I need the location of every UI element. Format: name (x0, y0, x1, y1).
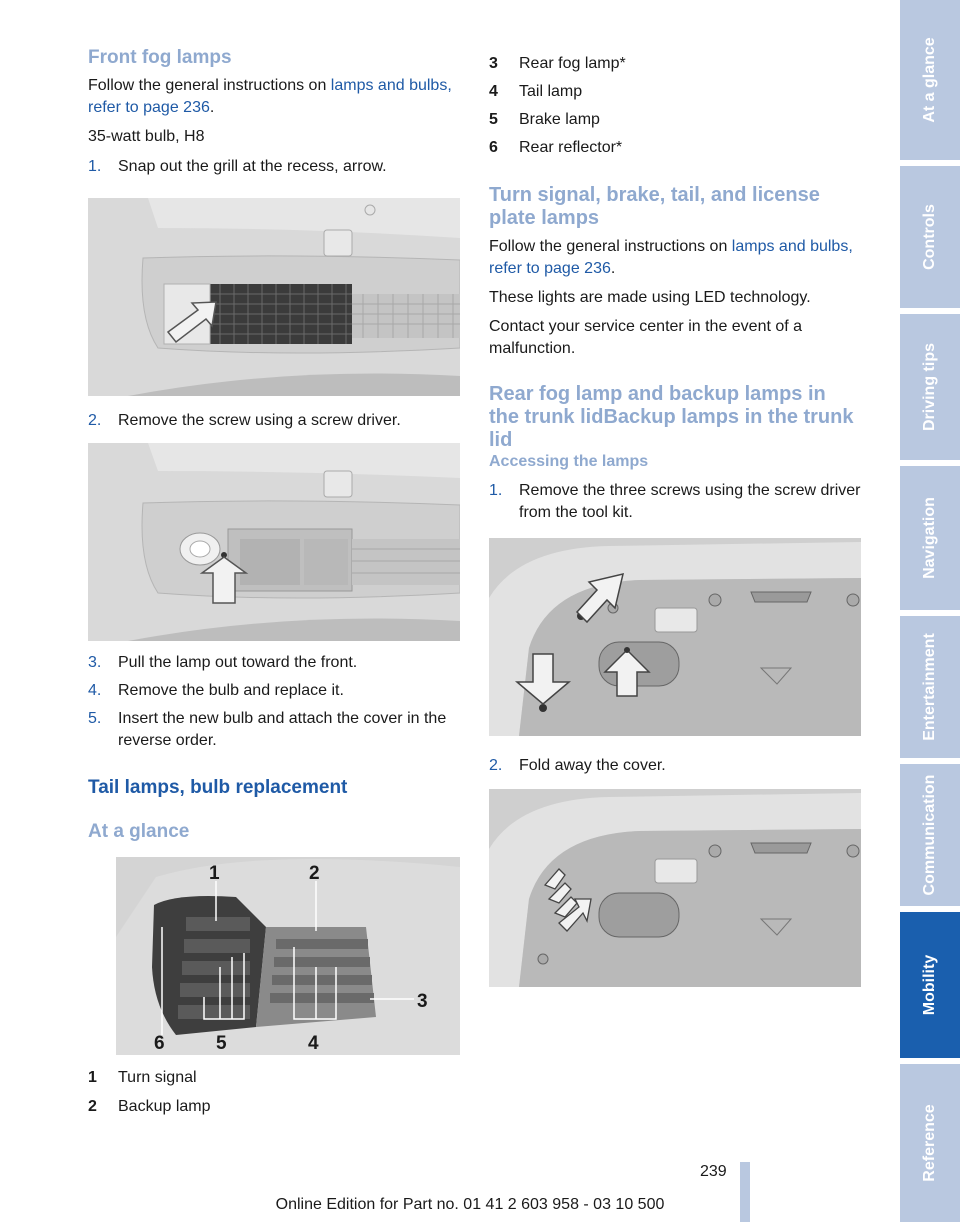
tab-label: Reference (921, 1104, 938, 1182)
legend-item-3 (489, 53, 861, 75)
at-a-glance-heading: At a glance (88, 821, 190, 842)
step-number: 5. (88, 710, 102, 727)
figure-tail-lamp-overview (116, 857, 460, 1055)
legend-text: Brake lamp (519, 111, 600, 128)
legend-item-6 (489, 137, 861, 159)
bulb-spec: 35-watt bulb, H8 (88, 128, 205, 145)
figure-trunk-screws (489, 538, 861, 736)
fold-cover-illustration (489, 789, 861, 987)
tab-driving-tips[interactable] (900, 314, 960, 460)
step-number: 4. (88, 682, 102, 699)
legend-text: Turn signal (118, 1069, 197, 1086)
legend-number: 3 (489, 55, 498, 72)
page-ref-link[interactable]: lamps and bulbs, refer to page 236 (88, 77, 452, 116)
accessing-section (489, 452, 861, 524)
contact-note: Contact your service center in the event of a malfunction. (489, 318, 803, 357)
label-5: 5 (216, 1033, 227, 1054)
step-text: Remove the three screws using the screw driver from the tool kit. (519, 482, 861, 521)
label-4: 4 (308, 1033, 319, 1054)
legend-left (88, 1067, 460, 1118)
tab-controls[interactable] (900, 166, 960, 308)
figure-fold-cover (489, 789, 861, 987)
legend-number: 5 (489, 111, 498, 128)
step-number: 2. (489, 757, 503, 774)
tab-label: Mobility (921, 954, 938, 1016)
tab-communication[interactable] (900, 764, 960, 906)
tab-label: Entertainment (921, 633, 938, 741)
step-4 (88, 680, 460, 702)
intro-end: . (610, 260, 616, 277)
chapter-tabs (900, 0, 960, 1222)
label-3: 3 (417, 991, 428, 1012)
legend-number: 6 (489, 139, 498, 156)
turn-signal-heading: Turn signal, brake, tail, and license plate lamps (489, 184, 820, 229)
step-number: 1. (88, 158, 102, 175)
tail-lamps-heading-block (88, 777, 460, 799)
turn-signal-section (489, 184, 861, 360)
trunk-screws-illustration (489, 538, 861, 736)
footer-text: Online Edition for Part no. 01 41 2 603 958 - 03 10 500 (275, 1196, 665, 1213)
tab-label: Driving tips (921, 342, 938, 432)
step-2 (88, 410, 460, 432)
legend-right (489, 53, 861, 159)
step-text: Snap out the grill at the recess, arrow. (118, 158, 387, 175)
step-text: Fold away the cover. (519, 757, 666, 774)
step-1 (88, 156, 460, 178)
rear-fog-section (489, 383, 861, 452)
figure-screw-removal (88, 443, 460, 641)
figure-grill-removal (88, 198, 460, 396)
step-number: 1. (489, 482, 503, 499)
legend-text: Rear fog lamp* (519, 55, 626, 72)
page-ref-link[interactable]: lamps and bulbs, refer to page 236 (489, 238, 853, 277)
access-step-2 (489, 755, 861, 777)
label-1: 1 (209, 863, 220, 884)
legend-item-5 (489, 109, 861, 131)
access-step-2-block (489, 755, 861, 777)
step-3 (88, 652, 460, 674)
step-text: Pull the lamp out toward the front. (118, 654, 358, 671)
page-number: 239 (700, 1163, 727, 1180)
tab-label: Communication (921, 774, 938, 896)
legend-text: Backup lamp (118, 1098, 211, 1115)
step-text: Remove the bulb and replace it. (118, 682, 344, 699)
tab-entertainment[interactable] (900, 616, 960, 758)
label-6: 6 (154, 1033, 165, 1054)
front-fog-intro (88, 75, 460, 119)
tab-mobility[interactable] (900, 912, 960, 1058)
tab-at-a-glance[interactable] (900, 0, 960, 160)
led-note: These lights are made using LED technology. (489, 289, 811, 306)
intro-text: Follow the general instructions on (489, 238, 732, 255)
grill-illustration (88, 198, 460, 396)
legend-item-4 (489, 81, 861, 103)
legend-text: Rear reflector* (519, 139, 623, 156)
legend-item-1 (88, 1067, 460, 1089)
step-text: Insert the new bulb and attach the cover in the reverse order. (118, 710, 447, 749)
step-5 (88, 708, 460, 752)
tail-lamp-illustration (116, 857, 460, 1055)
screw-illustration (88, 443, 460, 641)
intro-text: Follow the general instructions on (88, 77, 331, 94)
label-2: 2 (309, 863, 320, 884)
tab-label: Navigation (921, 497, 938, 579)
step-number: 2. (88, 412, 102, 429)
legend-text: Tail lamp (519, 83, 583, 100)
access-step-1 (489, 480, 861, 524)
intro-end: . (209, 99, 215, 116)
step-2-block (88, 410, 460, 432)
legend-number: 1 (88, 1069, 97, 1086)
tail-lamps-heading: Tail lamps, bulb replacement (88, 777, 348, 798)
tab-label: At a glance (921, 37, 938, 123)
tab-label: Controls (921, 204, 938, 270)
step-text: Remove the screw using a screw driver. (118, 412, 401, 429)
turn-signal-intro (489, 236, 861, 280)
steps-3-5 (88, 652, 460, 752)
legend-number: 4 (489, 83, 498, 100)
legend-item-2 (88, 1096, 460, 1118)
step-number: 3. (88, 654, 102, 671)
at-a-glance-heading-block (88, 821, 460, 843)
accessing-heading: Accessing the lamps (489, 453, 649, 470)
front-fog-section (88, 47, 460, 178)
rear-fog-heading: Rear fog lamp and backup lamps in the trunk lidBackup lamps in the trunk lid (489, 383, 854, 451)
legend-number: 2 (88, 1098, 97, 1115)
tab-navigation[interactable] (900, 466, 960, 610)
front-fog-heading: Front fog lamps (88, 47, 232, 68)
